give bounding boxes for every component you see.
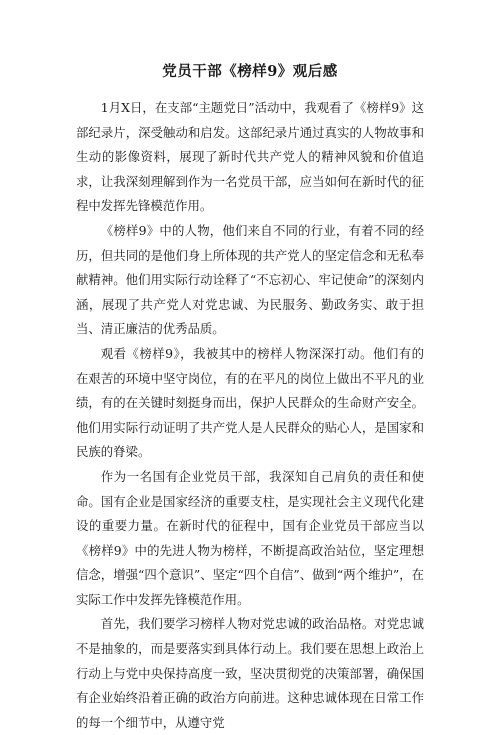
paragraph-5: 首先，我们要学习榜样人物对党忠诚的政治品格。对党忠诚不是抽象的，而是要落实到具体行动上。我们要在思想上政治上行动上与党中央保持高度一致，坚决贯彻党的决策部署，确保国有企业始终沿着正确的政治方向前进。这种忠诚体现在日常工作的每一个细节中，从遵守党	[76, 616, 424, 730]
paragraph-4: 作为一名国有企业党员干部，我深知自己肩负的责任和使命。国有企业是国家经济的重要支柱，是实现社会主义现代化建设的重要力量。在新时代的征程中，国有企业党员干部应当以《榜样9》中的先进人物为榜样，不断提高政治站位，坚定理想信念，增强“四个意识”、坚定“四个自信”、做到“两个维护”，在实际工作中发挥先锋模范作用。	[76, 468, 424, 607]
paragraph-1: 1月X日，在支部“主题党日”活动中，我观看了《榜样9》这部纪录片，深受触动和启发。这部纪录片通过真实的人物故事和生动的影像资料，展现了新时代共产党人的精神风貌和价值追求，让我深刻理解到作为一名党员干部，应当如何在新时代的征程中发挥先锋模范作用。	[76, 100, 424, 214]
paragraph-2: 《榜样9》中的人物，他们来自不同的行业，有着不同的经历，但共同的是他们身上所体现的共产党人的坚定信念和无私奉献精神。他们用实际行动诠释了“不忘初心、牢记使命”的深刻内涵，展现了共产党人对党忠诚、为民服务、勤政务实、敢于担当、清正廉洁的优秀品质。	[76, 222, 424, 337]
document-title: 党员干部《榜样9》观后感	[162, 63, 338, 80]
paragraph-3: 观看《榜样9》，我被其中的榜样人物深深打动。他们有的在艰苦的环境中坚守岗位，有的在平凡的岗位上做出不平凡的业绩，有的在关键时刻挺身而出，保护人民群众的生命财产安全。他们用实际行动证明了共产党人是人民群众的贴心人，是国家和民族的脊梁。	[76, 345, 424, 460]
